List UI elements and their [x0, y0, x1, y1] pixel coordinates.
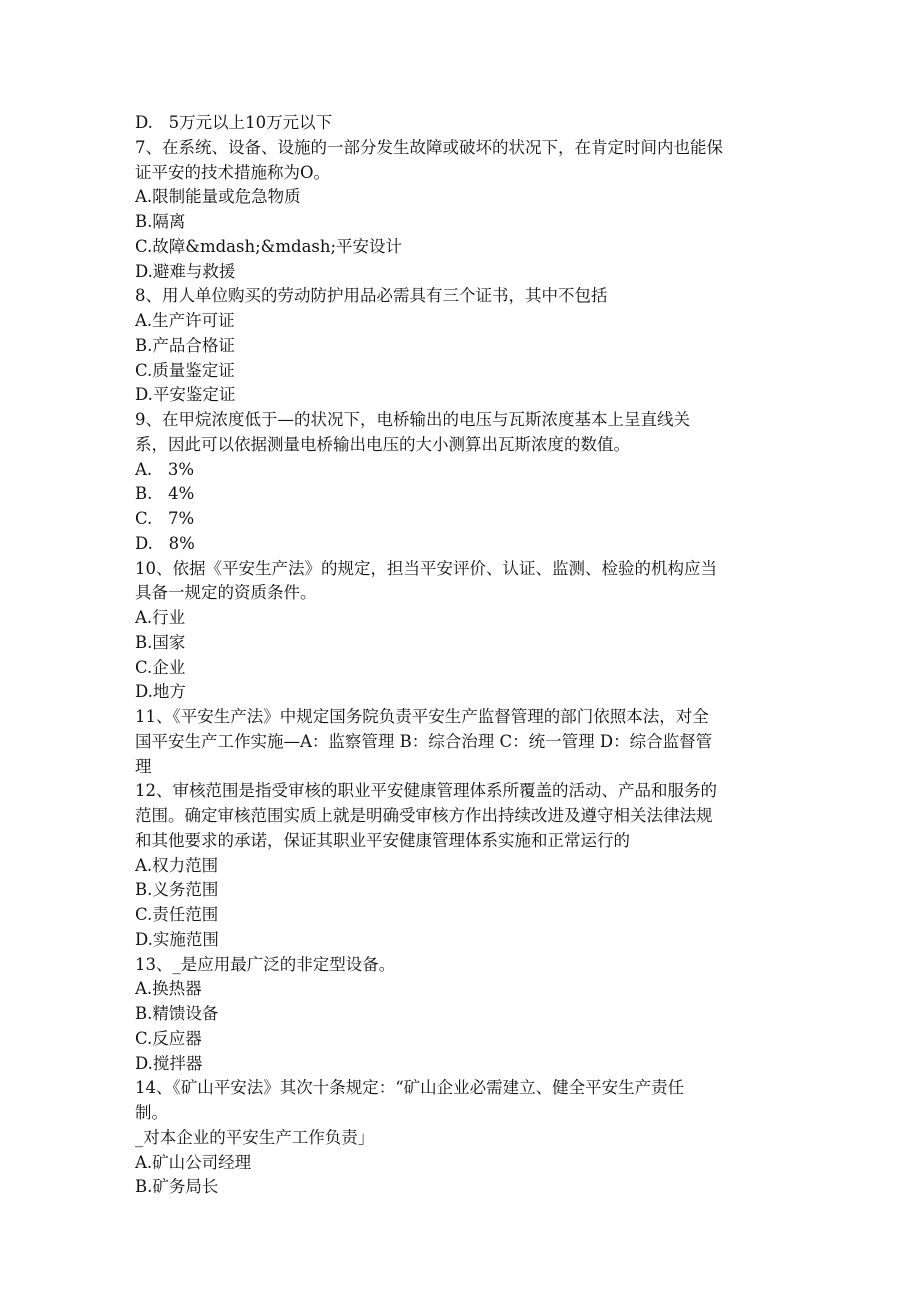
option-line: C.责任范围	[135, 905, 219, 924]
question-14-text: 14、《矿山平安法》其次十条规定：“矿山企业必需建立、健全平安生产责任	[135, 1078, 685, 1098]
option-line: A.行业	[135, 608, 186, 627]
option-line: D.搅拌器	[135, 1053, 203, 1073]
option-line: C. 7%	[135, 509, 195, 528]
question-14-text-cont: _对本企业的平安生产工作负责」	[135, 1127, 375, 1147]
option-line: A.换热器	[135, 979, 202, 999]
question-13-text: 13、_是应用最广泛的非定型设备。	[135, 954, 396, 974]
option-line: D. 8%	[135, 533, 195, 553]
option-line: C.故障&mdash;&mdash;平安设计	[135, 236, 403, 256]
option-line: B.义务范围	[135, 880, 219, 900]
option-line: B.精馈设备	[135, 1004, 219, 1023]
question-7-text: 7、在系统、设备、设施的一部分发生故障或破坏的状况下，在肯定时间内也能保	[135, 137, 723, 157]
option-line: B.隔离	[135, 212, 186, 231]
question-12-text-cont: 和其他要求的承诺，保证其职业平安健康管理体系实施和正常运行的	[135, 830, 630, 850]
option-line: C.企业	[135, 657, 186, 677]
option-line: D.地方	[135, 682, 186, 702]
option-line: A. 3%	[135, 459, 195, 479]
question-11-text-cont: 理	[135, 756, 152, 776]
option-line: C.质量鉴定证	[135, 360, 235, 380]
option-line: D.实施范围	[135, 929, 219, 949]
question-12-text: 12、审核范围是指受审核的职业平安健康管理体系所覆盖的活动、产品和服务的	[135, 781, 717, 801]
question-10-text: 10、依据《平安生产法》的规定，担当平安评价、认证、监测、检验的机构应当	[135, 558, 717, 578]
question-7-text-cont: 证平安的技术措施称为O。	[135, 162, 331, 182]
option-line: B.国家	[135, 632, 186, 652]
question-8-text: 8、用人单位购买的劳动防护用品必需具有三个证书，其中不包括	[135, 286, 608, 306]
question-11-text-cont: 国平安生产工作实施—A：监察管理 B：综合治理 C：统一管理 D：综合监督管	[135, 731, 713, 751]
question-9-text: 9、在甲烷浓度低于—的状况下，电桥输出的电压与瓦斯浓度基本上呈直线关	[135, 410, 690, 429]
option-line: A.矿山公司经理	[135, 1152, 252, 1172]
question-14-text-cont: 制。	[135, 1103, 168, 1122]
option-line: A.限制能量或危急物质	[135, 187, 301, 207]
question-text-block	[135, 111, 790, 1200]
question-12-text-cont: 范围。确定审核范围实质上就是明确受审核方作出持续改进及遵守相关法律法规	[135, 806, 713, 825]
option-line: A.权力范围	[135, 855, 219, 875]
question-10-text-cont: 具备一规定的资质条件。	[135, 583, 317, 603]
option-line: A.生产许可证	[135, 311, 235, 330]
option-line: D.避难与救援	[135, 261, 236, 281]
option-line: B. 4%	[135, 484, 195, 504]
question-11-text: 11、《平安生产法》中规定国务院负责平安生产监督管理的部门依照本法，对全	[135, 707, 709, 726]
option-line: B.矿务局长	[135, 1177, 219, 1197]
option-line: D. 5万元以上10万元以下	[135, 113, 333, 132]
option-line: B.产品合格证	[135, 335, 235, 355]
question-9-text-cont: 系，因此可以依据测量电桥输出电压的大小测算出瓦斯浓度的数值。	[135, 434, 630, 454]
option-line: C.反应器	[135, 1028, 202, 1048]
option-line: D.平安鉴定证	[135, 385, 236, 405]
